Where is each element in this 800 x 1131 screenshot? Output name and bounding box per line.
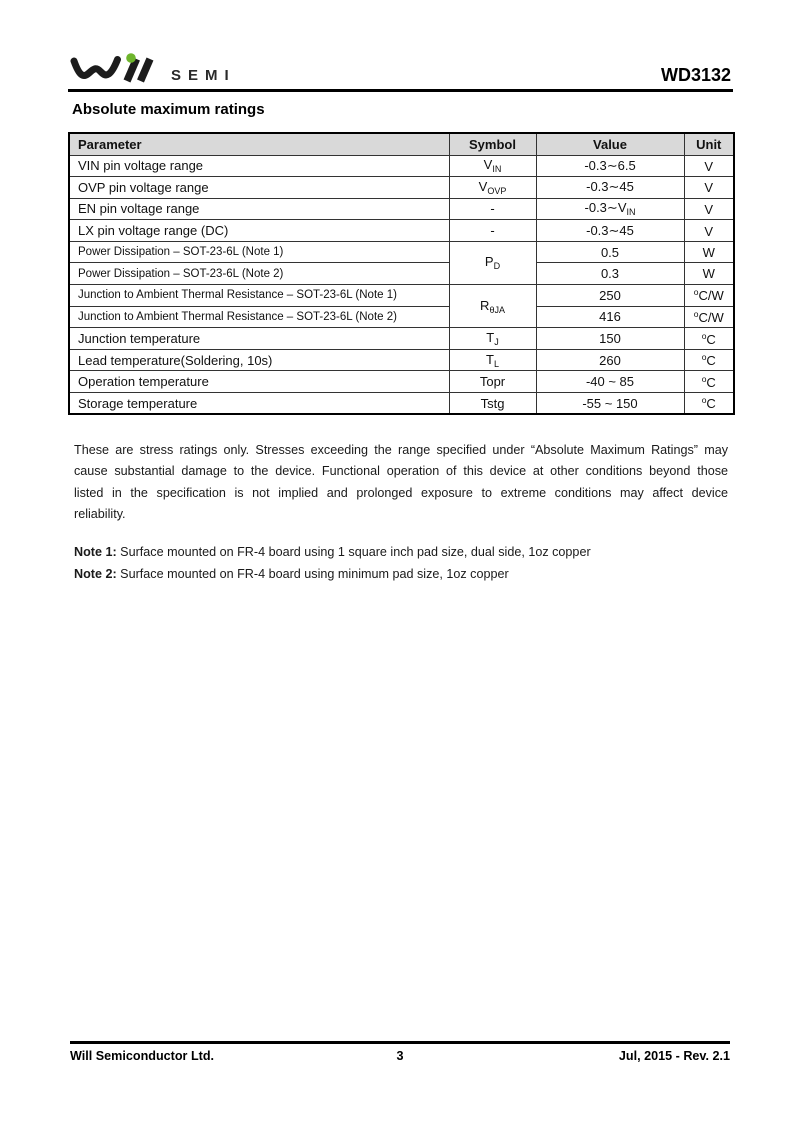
masthead xyxy=(68,53,733,86)
unit-cell: $^o$C xyxy=(684,328,734,350)
table-row xyxy=(69,263,734,285)
table-row xyxy=(69,306,734,328)
unit-cell: V xyxy=(684,220,734,242)
table-row xyxy=(69,177,734,199)
param-cell: Junction to Ambient Thermal Resistance – SOT-23-6L (Note 2) xyxy=(69,306,449,328)
value-cell: $-0.3\sim V_{IN}$ xyxy=(536,198,684,220)
value-cell: -40 ~ 85 xyxy=(536,371,684,393)
table-row xyxy=(69,241,734,263)
col-header-symbol: Symbol xyxy=(449,133,536,155)
value-cell: 250 xyxy=(536,285,684,307)
symbol-cell: - xyxy=(449,220,536,242)
col-header-unit: Unit xyxy=(684,133,734,155)
abs-max-ratings-table xyxy=(68,132,735,415)
param-cell: Lead temperature(Soldering, 10s) xyxy=(69,349,449,371)
page-title: Absolute maximum ratings xyxy=(72,101,265,118)
unit-cell: W xyxy=(684,241,734,263)
col-header-parameter: Parameter xyxy=(69,133,449,155)
symbol-cell: Topr xyxy=(449,371,536,393)
table-header-row xyxy=(69,133,734,155)
stress-ratings-disclaimer: These are stress ratings only. Stresses exceeding the range specified under “Absolute Maximum Ratings” may cause substantial damage to the device. Functional operation of this device at other conditions beyond those listed in the specification is not implied and prolonged exposure to extreme conditions may affect device reliability. xyxy=(74,443,728,522)
header-rule xyxy=(68,89,733,92)
footer-company: Will Semiconductor Ltd. xyxy=(70,1049,215,1063)
symbol-cell: Tstg xyxy=(449,393,536,415)
unit-cell: $^o$C xyxy=(684,349,734,371)
notes-block xyxy=(74,542,733,585)
value-cell: 0.3 xyxy=(536,263,684,285)
param-cell: Junction to Ambient Thermal Resistance – SOT-23-6L (Note 1) xyxy=(69,285,449,307)
unit-cell: V xyxy=(684,198,734,220)
symbol-cell: - xyxy=(449,198,536,220)
note-1: Note 1: Surface mounted on FR-4 board using 1 square inch pad size, dual side, 1oz copper xyxy=(74,545,591,560)
value-cell: 260 xyxy=(536,349,684,371)
footer-revision: Jul, 2015 - Rev. 2.1 xyxy=(618,1049,730,1063)
table-row xyxy=(69,220,734,242)
unit-cell: $^o$C/W xyxy=(684,306,734,328)
will-logo-icon xyxy=(70,53,162,86)
table-row xyxy=(69,393,734,415)
symbol-cell: $V_{IN}$ xyxy=(449,155,536,177)
value-cell: -0.3∼45 xyxy=(536,177,684,199)
value-cell: -0.3∼45 xyxy=(536,220,684,242)
param-cell: Junction temperature xyxy=(69,328,449,350)
symbol-cell-merged: $P_D$ xyxy=(449,241,536,284)
table-row xyxy=(69,155,734,177)
table-row xyxy=(69,328,734,350)
unit-cell: V xyxy=(684,155,734,177)
page-content xyxy=(68,0,733,585)
param-cell: Operation temperature xyxy=(69,371,449,393)
logo-semi-text: SEMI xyxy=(171,67,236,84)
value-cell: -55 ~ 150 xyxy=(536,393,684,415)
unit-cell: V xyxy=(684,177,734,199)
unit-cell: W xyxy=(684,263,734,285)
symbol-cell-merged: $R_{\theta JA}$ xyxy=(449,285,536,328)
param-cell: EN pin voltage range xyxy=(69,198,449,220)
table-row xyxy=(69,349,734,371)
param-cell: OVP pin voltage range xyxy=(69,177,449,199)
value-cell: 416 xyxy=(536,306,684,328)
logo-green-dot xyxy=(126,53,136,63)
value-cell: 0.5 xyxy=(536,241,684,263)
param-cell: VIN pin voltage range xyxy=(69,155,449,177)
value-cell: -0.3∼6.5 xyxy=(536,155,684,177)
note-2: Note 2: Surface mounted on FR-4 board using minimum pad size, 1oz copper xyxy=(74,566,509,581)
table-row xyxy=(69,285,734,307)
table-row xyxy=(69,371,734,393)
table-row xyxy=(69,198,734,220)
value-cell: 150 xyxy=(536,328,684,350)
will-semi-logo xyxy=(70,53,236,86)
param-cell: Power Dissipation – SOT-23-6L (Note 2) xyxy=(69,263,449,285)
unit-cell: $^o$C xyxy=(684,371,734,393)
symbol-cell: $T_L$ xyxy=(449,349,536,371)
symbol-cell: $V_{OVP}$ xyxy=(449,177,536,199)
unit-cell: $^o$C xyxy=(684,393,734,415)
param-cell: LX pin voltage range (DC) xyxy=(69,220,449,242)
footer-page-number: 3 xyxy=(396,1049,404,1063)
doc-code: WD3132 xyxy=(660,65,731,85)
param-cell: Storage temperature xyxy=(69,393,449,415)
param-cell: Power Dissipation – SOT-23-6L (Note 1) xyxy=(69,241,449,263)
unit-cell: $^o$C/W xyxy=(684,285,734,307)
symbol-cell: $T_J$ xyxy=(449,328,536,350)
col-header-value: Value xyxy=(536,133,684,155)
page-footer xyxy=(70,1041,730,1063)
